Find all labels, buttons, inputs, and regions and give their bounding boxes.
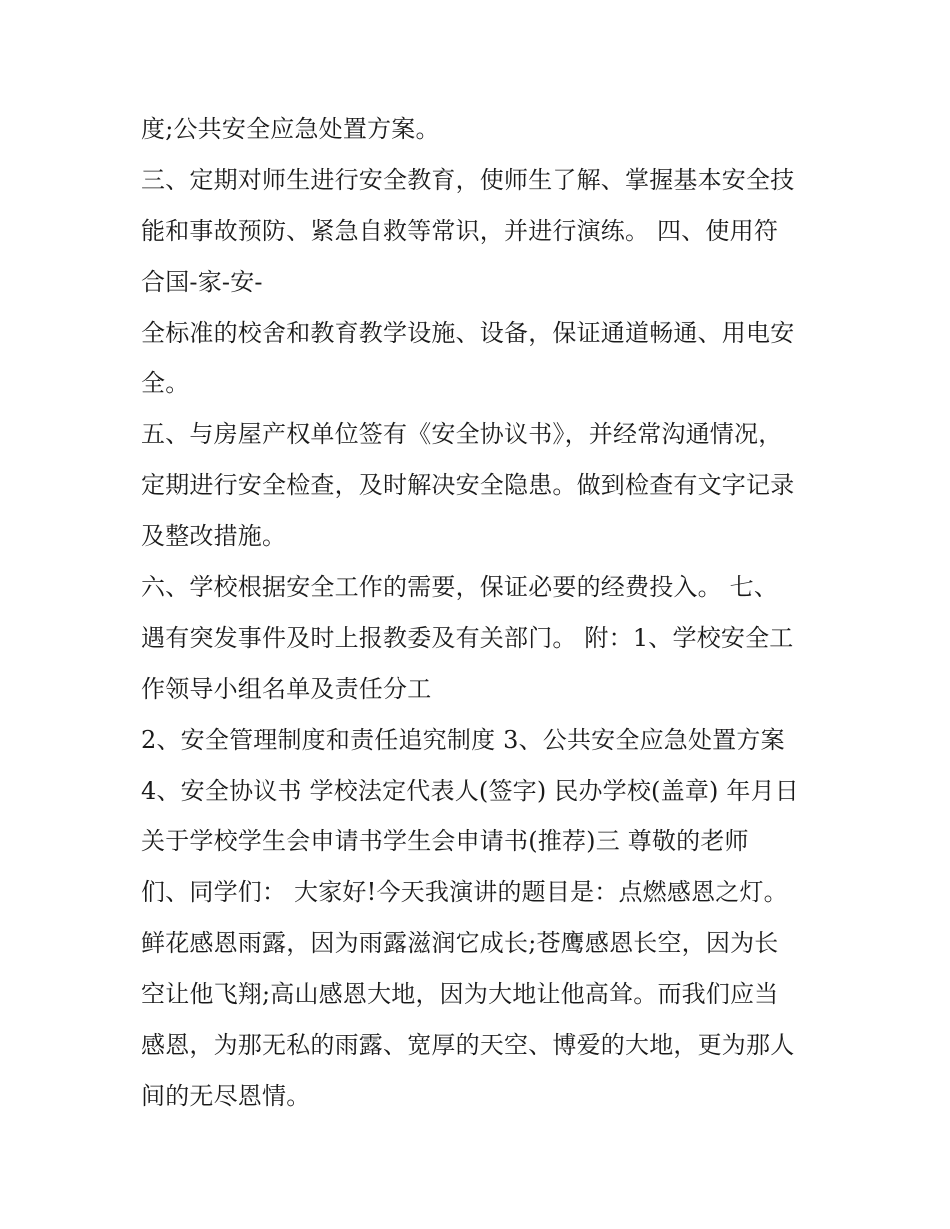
- text-line: 2、安全管理制度和责任追究制度 3、公共安全应急处置方案: [141, 725, 785, 754]
- text-line: 们、同学们： 大家好!今天我演讲的题目是：点燃感恩之灯。: [141, 878, 788, 907]
- text-line: 作领导小组名单及责任分工: [141, 674, 432, 703]
- text-line: 能和事故预防、紧急自救等常识，并进行演练。 四、使用符: [141, 216, 779, 245]
- text-line: 感恩，为那无私的雨露、宽厚的天空、博爱的大地，更为那人: [141, 1031, 795, 1060]
- text-line: 五、与房屋产权单位签有《安全协议书》，并经常沟通情况，: [141, 420, 783, 449]
- text-line: 遇有突发事件及时上报教委及有关部门。 附：1、学校安全工: [141, 623, 794, 652]
- text-line: 定期进行安全检查，及时解决安全隐患。做到检查有文字记录: [141, 471, 795, 500]
- text-line: 4、安全协议书 学校法定代表人(签字) 民办学校(盖章) 年月日: [141, 776, 800, 805]
- text-line: 六、学校根据安全工作的需要，保证必要的经费投入。 七、: [141, 573, 779, 602]
- text-line: 全。: [141, 369, 190, 398]
- document-body: [141, 107, 821, 1125]
- text-line: 度;公共安全应急处置方案。: [141, 115, 440, 143]
- text-line: 全标准的校舍和教育教学设施、设备，保证通道畅通、用电安: [141, 318, 795, 347]
- text-line: 鲜花感恩雨露，因为雨露滋润它成长;苍鹰感恩长空，因为长: [141, 929, 779, 958]
- text-line: 空让他飞翔;高山感恩大地，因为大地让他高耸。而我们应当: [141, 980, 779, 1009]
- text-line: 关于学校学生会申请书学生会申请书(推荐)三 尊敬的老师: [141, 827, 749, 856]
- text-line: 及整改措施。: [141, 522, 287, 551]
- text-line: 间的无尽恩情。: [141, 1081, 311, 1110]
- text-line: 合国-家-安-: [141, 267, 263, 296]
- text-line: 三、定期对师生进行安全教育，使师生了解、掌握基本安全技: [141, 165, 795, 194]
